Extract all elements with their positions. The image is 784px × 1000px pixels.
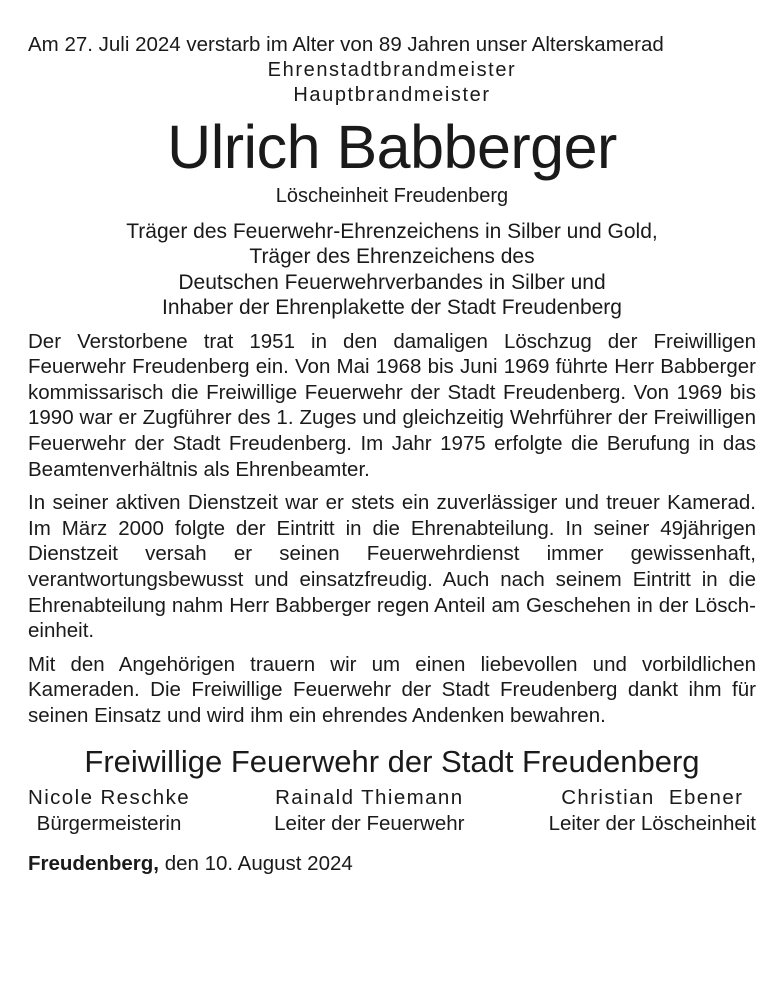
organization-name: Freiwillige Feuerwehr der Stadt Freudenberg: [84, 743, 700, 779]
notice-date: den 10. August 2024: [159, 851, 353, 875]
deceased-name: Ulrich Babberger: [167, 112, 617, 181]
signatory: [274, 785, 464, 837]
body-paragraph: Mit den Angehörigen trauern wir um einen liebevollen und vorbildlichen Kameraden. Die Freiwillige Feuerwehr der Stadt Freudenberg dankt ihm für seinen Einsatz und wird ihm ein ehrendes Andenken bewahren.: [28, 652, 756, 727]
signatory: [28, 785, 190, 837]
place-city: Freudenberg,: [28, 851, 159, 875]
rank-title: Ehrenstadtbrandmeister: [267, 58, 517, 81]
place-date-line: [28, 851, 756, 877]
signatory-name: Rainald Thiemann: [275, 785, 464, 809]
signatory: [549, 785, 756, 837]
body-paragraph: In seiner aktiven Dienstzeit war er stets ein zuverlässiger und treuer Kamerad. Im März 2000 folgte der Eintritt in die Ehrenabteilung. In seiner 49jährigen Dienstzeit versah er seinen Feuerwehrdienst immer gewissenhaft, verantwortungsbewusst und einsatzfreudig. Auch nach seinem Eintritt in die Ehrenabteilung nahm Herr Babberger regen Anteil am Geschehen in der Löscheinheit.: [28, 491, 756, 643]
signatory-name: Christian Ebener: [561, 785, 744, 809]
honor-line: Träger des Feuerwehr-Ehrenzeichens in Silber und Gold,: [126, 219, 658, 243]
unit-name: Löscheinheit Freudenberg: [275, 184, 509, 207]
rank-title: Hauptbrandmeister: [293, 83, 491, 106]
obituary-notice: [28, 0, 756, 877]
body-paragraph: Der Verstorbene trat 1951 in den damaligen Löschzug der Freiwilligen Feuerwehr Freudenberg ein. Von Mai 1968 bis Juni 1969 führte Herr Babberger kommissarisch die Freiwillige Feuerwehr der Stadt Freudenberg. Von 1969 bis 1990 war er Zugführer des 1. Zuges und gleichzeitig Wehrführer der Freiwilligen Feuerwehr der Stadt Freudenberg. Im Jahr 1975 erfolgte die Berufung in das Beamtenverhältnis als Ehrenbeamter.: [28, 329, 756, 481]
signatory-role: Leiter der Feuerwehr: [274, 811, 465, 835]
signatory-name: Nicole Reschke: [28, 785, 191, 809]
honor-line: Träger des Ehrenzeichens des: [249, 245, 535, 269]
signatory-role: Bürgermeisterin: [36, 811, 182, 835]
honor-line: Deutschen Feuerwehrverbandes in Silber und: [178, 270, 606, 294]
intro-text: Am 27. Juli 2024 verstarb im Alter von 89 Jahren unser Alterskamerad: [28, 33, 664, 56]
signatory-role: Leiter der Löscheinheit: [548, 811, 756, 835]
honor-line: Inhaber der Ehrenplakette der Stadt Freudenberg: [162, 296, 622, 320]
signatories: [28, 785, 756, 837]
honors-list: [28, 219, 756, 321]
